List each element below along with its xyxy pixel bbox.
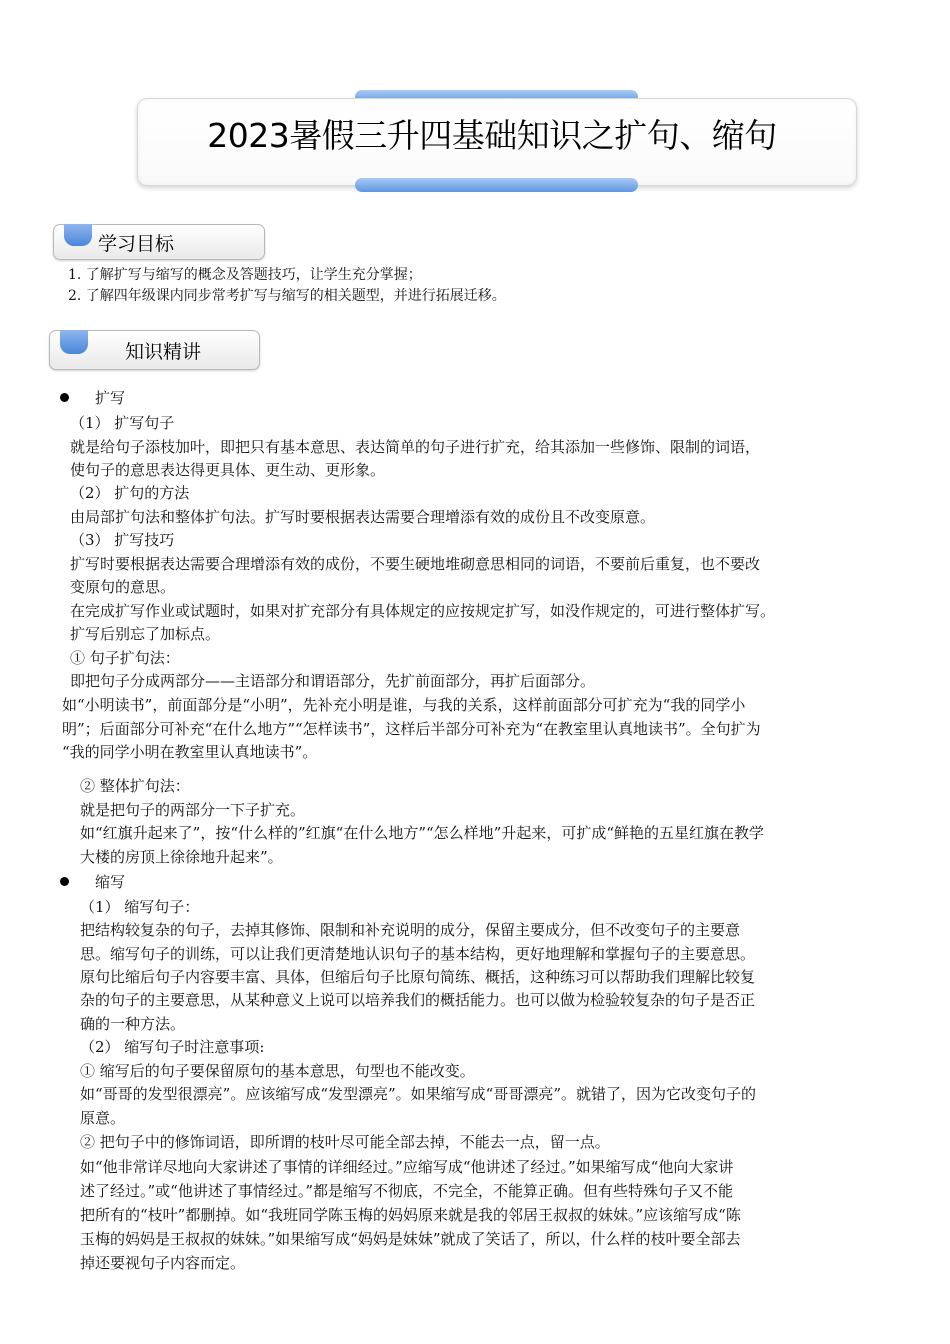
bullet-icon — [60, 877, 69, 886]
expand-line: （3） 扩写技巧 — [70, 531, 175, 549]
expand-line: 扩写时要根据表达需要合理增添有效的成份，不要生硬地堆砌意思相同的词语，不要前后重复，也不要改 — [70, 555, 761, 573]
page-title: 2023暑假三升四基础知识之扩句、缩句 — [207, 116, 777, 155]
expand-heading: 扩写 — [95, 389, 126, 407]
section-label-knowledge: 知识精讲 — [125, 341, 202, 363]
expand-line: 大楼的房顶上徐徐地升起来”。 — [80, 848, 283, 866]
shrink-line: ② 把句子中的修饰词语，即所谓的枝叶尽可能全部去掉，不能去一点，留一点。 — [80, 1133, 610, 1151]
expand-line: 扩写后别忘了加标点。 — [70, 625, 221, 643]
shrink-line: 玉梅的妈妈是王叔叔的妹妹。”如果缩写成“妈妈是妹妹”就成了笑话了，所以，什么样的枝叶要全部去 — [80, 1230, 741, 1248]
section-tab-icon — [64, 224, 92, 246]
bullet-icon — [60, 393, 69, 402]
expand-line: （2） 扩句的方法 — [70, 484, 190, 502]
expand-line: ① 句子扩句法： — [70, 649, 180, 667]
expand-line: 使句子的意思表达得更具体、更生动、更形象。 — [70, 461, 386, 479]
expand-line: 就是把句子的两部分一下子扩充。 — [80, 801, 306, 819]
shrink-line: 杂的句子的主要意思，从某种意义上说可以培养我们的概括能力。也可以做为检验较复杂的句子是否正 — [80, 991, 756, 1009]
expand-line: 如“小明读书”，前面部分是“小明”，先补充小明是谁，与我的关系，这样前面部分可扩充为“我的同学小 — [62, 696, 746, 714]
objective-item: 1. 了解扩写与缩写的概念及答题技巧，让学生充分掌握； — [68, 267, 422, 283]
expand-line: 如“红旗升起来了”，按“什么样的”红旗“在什么地方”“怎么样地”升起来，可扩成“鲜艳的五星红旗在教学 — [80, 824, 765, 842]
shrink-line: 原句比缩后句子内容要丰富、具体，但缩后句子比原句简练、概括，这种练习可以帮助我们理解比较复 — [80, 968, 756, 986]
expand-line: “我的同学小明在教室里认真地读书”。 — [62, 743, 318, 761]
shrink-line: 把所有的“枝叶”都删掉。如“我班同学陈玉梅的妈妈原来就是我的邻居王叔叔的妹妹。”应该缩写成“陈 — [80, 1206, 741, 1224]
shrink-line: 思。缩写句子的训练，可以让我们更清楚地认识句子的基本结构，更好地理解和掌握句子的主要意思。 — [80, 945, 756, 963]
shrink-line: 掉还要视句子内容而定。 — [80, 1254, 246, 1272]
expand-line: 就是给句子添枝加叶，即把只有基本意思、表达简单的句子进行扩充，给其添加一些修饰、限制的词语， — [70, 438, 761, 456]
section-label-objectives: 学习目标 — [98, 233, 175, 255]
expand-line: 在完成扩写作业或试题时，如果对扩充部分有具体规定的应按规定扩写，如没作规定的，可进行整体扩写。 — [70, 602, 776, 620]
shrink-line: （1） 缩写句子： — [80, 898, 200, 916]
shrink-line: 原意。 — [80, 1109, 126, 1127]
shrink-line: 述了经过。”或“他讲述了事情经过。”都是缩写不彻底，不完全，不能算正确。但有些特殊句子又不能 — [80, 1182, 734, 1200]
shrink-line: 如“他非常详尽地向大家讲述了事情的详细经过。”应缩写成“他讲述了经过。”如果缩写成“他向大家讲 — [80, 1158, 734, 1176]
shrink-line: 确的一种方法。 — [80, 1015, 186, 1033]
expand-line: 由局部扩句法和整体扩句法。扩写时要根据表达需要合理增添有效的成份且不改变原意。 — [70, 508, 656, 526]
shrink-line: 如“哥哥的发型很漂亮”。应该缩写成“发型漂亮”。如果缩写成“哥哥漂亮”。就错了，因为它改变句子的 — [80, 1085, 757, 1103]
title-cap-bottom — [355, 178, 638, 192]
section-tab-icon — [60, 330, 88, 354]
shrink-line: ① 缩写后的句子要保留原句的基本意思，句型也不能改变。 — [80, 1062, 475, 1080]
expand-line: ② 整体扩句法： — [80, 777, 190, 795]
shrink-line: 把结构较复杂的句子，去掉其修饰、限制和补充说明的成分，保留主要成分，但不改变句子的主要意 — [80, 921, 741, 939]
expand-line: （1） 扩写句子 — [70, 414, 175, 432]
expand-line: 明”；后面部分可补充“在什么地方”“怎样读书”，这样后半部分可补充为“在教室里认真地读书”。全句扩为 — [62, 720, 761, 738]
shrink-line: （2） 缩写句子时注意事项: — [80, 1038, 265, 1056]
shrink-heading: 缩写 — [95, 873, 126, 891]
expand-line: 变原句的意思。 — [70, 578, 176, 596]
expand-line: 即把句子分成两部分——主语部分和谓语部分，先扩前面部分，再扩后面部分。 — [70, 672, 596, 690]
objective-item: 2. 了解四年级课内同步常考扩写与缩写的相关题型，并进行拓展迁移。 — [68, 288, 506, 304]
